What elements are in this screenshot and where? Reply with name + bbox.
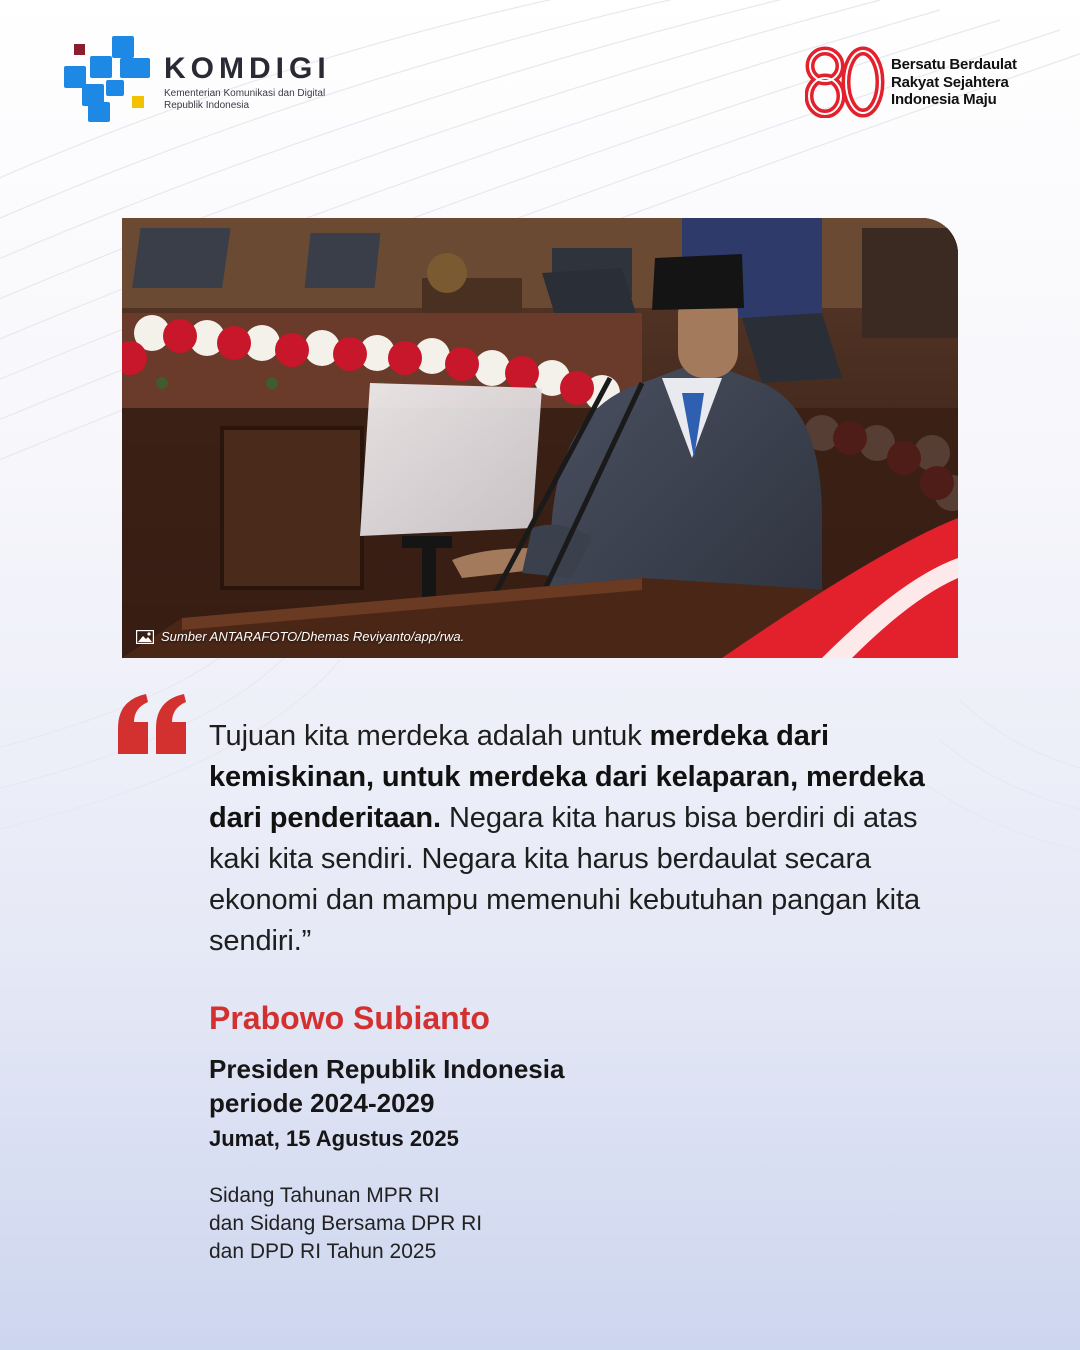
quote-mark-icon [116,694,190,754]
speech-photo [122,218,958,658]
komdigi-wordmark: KOMDIGI [164,52,331,85]
speaker-name: Prabowo Subianto [209,1000,490,1036]
quote-segment-emphasis: merdeka dari kemiskinan, untuk merdeka dari kelaparan, merdeka dari penderitaan. [209,720,925,834]
anniversary-tagline: Bersatu Berdaulat Rakyat Sejahtera Indonesia Maju [891,56,1017,108]
event-date: Jumat, 15 Agustus 2025 [209,1126,459,1151]
quote-text [209,716,969,962]
quote-segment: Negara kita harus bisa berdiri di atas kaki kita sendiri. Negara kita harus berdaulat secara ekonomi dan mampu memenuhi kebutuhan pangan kita sendiri.” [209,802,920,957]
komdigi-logo [64,36,364,126]
hut-ri-80-logo [805,46,1035,120]
photo-illustration [122,218,958,658]
photo-credit [136,629,464,644]
photo-credit-text: Sumber ANTARAFOTO/Dhemas Reviyanto/app/rwa. [161,629,465,644]
image-icon [136,630,154,644]
speaker-role: Presiden Republik Indonesia periode 2024-2029 [209,1054,565,1118]
quote-segment: Tujuan kita merdeka adalah untuk [209,720,650,752]
event-name: Sidang Tahunan MPR RI dan Sidang Bersama DPR RI dan DPD RI Tahun 2025 [209,1184,483,1263]
eighty-emblem-icon [805,46,885,118]
komdigi-subtitle: Kementerian Komunikasi dan Digital Republik Indonesia [164,88,326,111]
komdigi-logo-mark-icon [64,36,154,126]
